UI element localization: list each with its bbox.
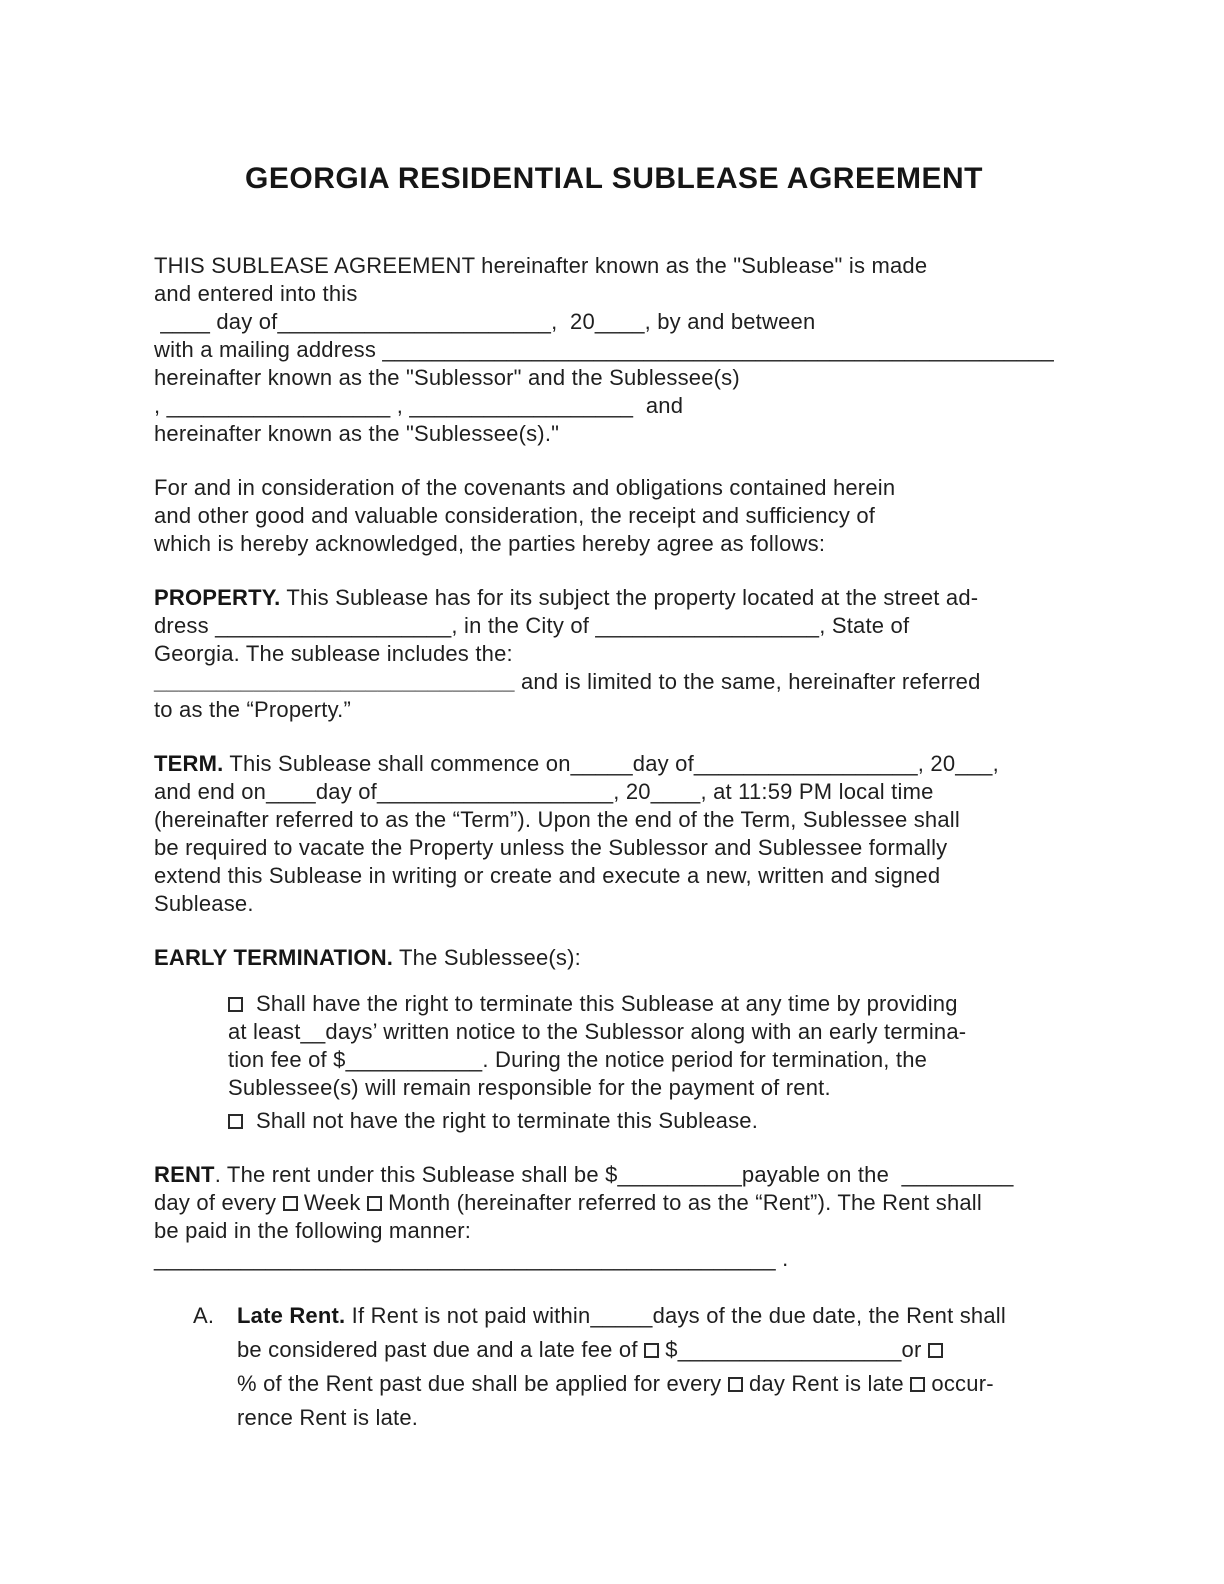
- text-line: extend this Sublease in writing or create and execute a new, written and signed: [154, 863, 941, 888]
- section-label: EARLY TERMINATION.: [154, 945, 394, 970]
- property-section: [154, 584, 1074, 724]
- text-line: with a mailing address ______________________________________________________: [154, 337, 1054, 362]
- text-line: For and in consideration of the covenants and obligations contained herein: [154, 475, 896, 500]
- text-line: which is hereby acknowledged, the parties hereby agree as follows:: [154, 531, 826, 556]
- text-line: hereinafter known as the "Sublessor" and the Sublessee(s): [154, 365, 740, 390]
- section-label: TERM.: [154, 751, 224, 776]
- text-line: ____ day of______________________, 20____, by and between: [154, 309, 816, 334]
- text-line: be considered past due and a late fee of $__________________or: [237, 1333, 1074, 1367]
- list-marker: A.: [193, 1303, 215, 1328]
- text-line: , __________________ , __________________ and: [154, 393, 684, 418]
- checkbox-per-day-late[interactable]: [728, 1377, 743, 1392]
- text-line: __________________________________________________ .: [154, 1246, 789, 1271]
- text-line: day of every Week Month (hereinafter referred to as the “Rent”). The Rent shall: [154, 1190, 982, 1215]
- checkbox-late-fee-flat[interactable]: [644, 1343, 659, 1358]
- section-label: PROPERTY.: [154, 585, 281, 610]
- late-rent-item: [193, 1299, 1074, 1435]
- text-line: Sublease.: [154, 891, 254, 916]
- text-line: hereinafter known as the "Sublessee(s).": [154, 421, 560, 446]
- checkbox-terminate-right[interactable]: [228, 997, 243, 1012]
- intro-paragraph: [154, 252, 1074, 448]
- text-line: RENT. The rent under this Sublease shall be $__________payable on the _________: [154, 1162, 1014, 1187]
- text-line: and other good and valuable consideration, the receipt and sufficiency of: [154, 503, 876, 528]
- checkbox-no-terminate-right[interactable]: [228, 1114, 243, 1129]
- text-line: be paid in the following manner:: [154, 1218, 472, 1243]
- checkbox-month[interactable]: [367, 1196, 382, 1211]
- checkbox-per-occurrence[interactable]: [910, 1377, 925, 1392]
- item-label: Late Rent.: [237, 1303, 346, 1328]
- text-line: tion fee of $___________. During the notice period for termination, the: [228, 1047, 928, 1072]
- text-line: (hereinafter referred to as the “Term”). Upon the end of the Term, Sublessee shall: [154, 807, 960, 832]
- checkbox-week[interactable]: [283, 1196, 298, 1211]
- section-label: RENT: [154, 1162, 215, 1187]
- late-rent-body: [237, 1299, 1074, 1435]
- termination-option-1: [228, 990, 1074, 1102]
- text-line: Georgia. The sublease includes the:: [154, 641, 513, 666]
- document-title: GEORGIA RESIDENTIAL SUBLEASE AGREEMENT: [245, 162, 983, 195]
- text-line: and entered into this: [154, 281, 358, 306]
- text-line: be required to vacate the Property unless the Sublessor and Sublessee formally: [154, 835, 948, 860]
- text-line: Sublessee(s) will remain responsible for the payment of rent.: [228, 1075, 831, 1100]
- term-section: [154, 750, 1074, 918]
- consideration-paragraph: [154, 474, 1074, 558]
- early-termination-section: [154, 944, 1074, 1135]
- text-line: TERM. This Sublease shall commence on_____day of__________________, 20___,: [154, 751, 999, 776]
- text-line: _____________________________ and is limited to the same, hereinafter referred: [154, 669, 981, 694]
- text-line: at least__days’ written notice to the Sublessor along with an early termina-: [228, 1019, 967, 1044]
- text-line: rence Rent is late.: [237, 1405, 419, 1430]
- text-line: Shall not have the right to terminate this Sublease.: [228, 1107, 1074, 1135]
- text-line: Late Rent. If Rent is not paid within_____days of the due date, the Rent shall: [237, 1303, 1006, 1328]
- text-line: dress ___________________, in the City of __________________, State of: [154, 613, 910, 638]
- text-line: Shall have the right to terminate this Sublease at any time by providing: [228, 990, 1074, 1018]
- section-heading: EARLY TERMINATION. The Sublessee(s):: [154, 945, 581, 970]
- text-line: PROPERTY. This Sublease has for its subject the property located at the street ad-: [154, 585, 979, 610]
- text-line: % of the Rent past due shall be applied for every day Rent is late occur-: [237, 1371, 994, 1396]
- text-line: and end on____day of___________________, 20____, at 11:59 PM local time: [154, 779, 934, 804]
- termination-option-2: [228, 1107, 1074, 1135]
- bold-blank: _____________________________: [154, 669, 515, 694]
- checkbox-late-fee-percent[interactable]: [928, 1343, 943, 1358]
- text-line: to as the “Property.”: [154, 697, 351, 722]
- text-line: THIS SUBLEASE AGREEMENT hereinafter known as the "Sublease" is made: [154, 253, 928, 278]
- rent-section: [154, 1161, 1074, 1273]
